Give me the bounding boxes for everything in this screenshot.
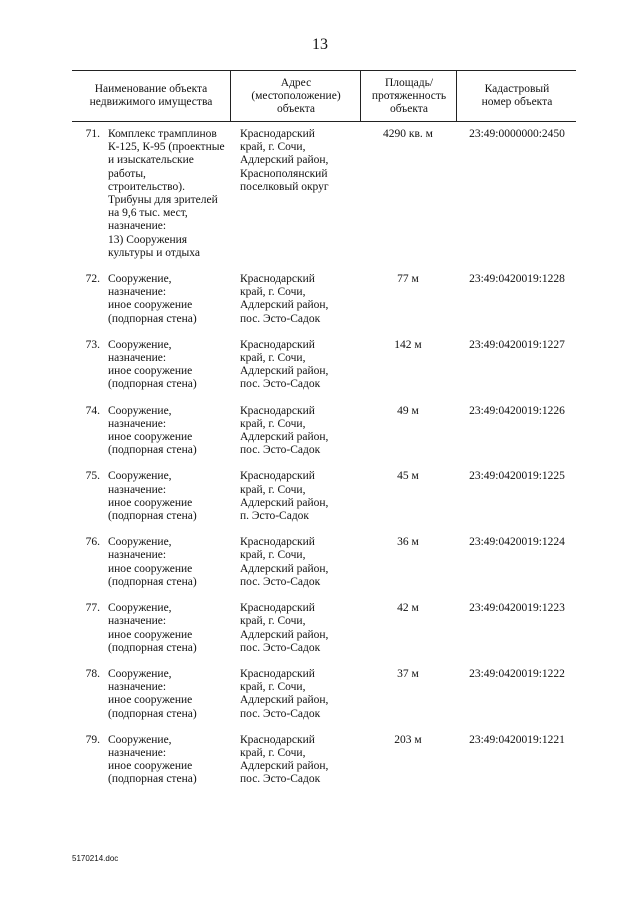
header-name-label: Наименование объекта недвижимого имущества <box>89 83 213 108</box>
object-area: 36 м <box>397 536 419 549</box>
cadastral-number: 23:49:0420019:1227 <box>469 338 565 351</box>
header-name <box>72 71 230 121</box>
object-address: Краснодарский край, г. Сочи, Адлерский район, п. Эсто-Садок <box>240 470 329 523</box>
object-area: 37 м <box>397 667 419 680</box>
row-number: 74. <box>85 404 100 417</box>
cadastral-number: 23:49:0000000:2450 <box>469 128 565 140</box>
object-address: Краснодарский край, г. Сочи, Адлерский район, пос. Эсто-Садок <box>240 602 329 654</box>
row-number: 72. <box>85 273 100 286</box>
table-row <box>72 339 576 392</box>
table-row <box>72 273 576 326</box>
cadastral-number: 23:49:0420019:1224 <box>469 536 565 549</box>
row-number: 73. <box>85 338 100 351</box>
footer-filename: 5170214.doc <box>72 854 119 863</box>
row-number: 71. <box>85 128 100 140</box>
object-name: Сооружение, назначение: иное сооружение (подпорная стена) <box>108 602 197 654</box>
header-area <box>360 71 457 121</box>
object-name: Сооружение, назначение: иное сооружение (подпорная стена) <box>108 733 197 786</box>
object-address: Краснодарский край, г. Сочи, Адлерский район, пос. Эсто-Садок <box>240 536 329 588</box>
table-row <box>72 405 576 458</box>
object-area: 42 м <box>397 602 419 615</box>
object-address: Краснодарский край, г. Сочи, Адлерский район, пос. Эсто-Садок <box>240 273 329 325</box>
table-header <box>72 70 576 122</box>
cadastral-number: 23:49:0420019:1225 <box>469 470 565 483</box>
header-cadastral-label: Кадастровый номер объекта <box>481 83 553 108</box>
object-area: 4290 кв. м <box>383 128 433 140</box>
header-cadastral <box>456 71 577 121</box>
object-address: Краснодарский край, г. Сочи, Адлерский район, пос. Эсто-Садок <box>240 404 329 457</box>
cadastral-number: 23:49:0420019:1223 <box>469 602 565 615</box>
row-number: 78. <box>85 667 100 680</box>
object-address: Краснодарский край, г. Сочи, Адлерский район, Краснополянский поселковый округ <box>240 128 329 193</box>
table-body <box>72 128 576 800</box>
object-name: Сооружение, назначение: иное сооружение (подпорная стена) <box>108 536 197 588</box>
object-name: Сооружение, назначение: иное сооружение (подпорная стена) <box>108 667 197 720</box>
object-area: 45 м <box>397 470 419 483</box>
object-area: 142 м <box>394 338 422 351</box>
object-area: 49 м <box>397 404 419 417</box>
object-name: Сооружение, назначение: иное сооружение (подпорная стена) <box>108 470 197 523</box>
object-name: Сооружение, назначение: иное сооружение (подпорная стена) <box>108 273 197 325</box>
object-address: Краснодарский край, г. Сочи, Адлерский район, пос. Эсто-Садок <box>240 338 329 391</box>
table-row <box>72 470 576 523</box>
cadastral-number: 23:49:0420019:1228 <box>469 273 565 286</box>
cadastral-number: 23:49:0420019:1226 <box>469 404 565 417</box>
object-area: 77 м <box>397 273 419 286</box>
table-row <box>72 668 576 721</box>
row-number: 77. <box>85 602 100 615</box>
object-name: Сооружение, назначение: иное сооружение (подпорная стена) <box>108 338 197 391</box>
header-address <box>230 71 361 121</box>
page-number: 13 <box>312 36 328 53</box>
header-address-label: Адрес (местоположение) объекта <box>251 76 341 115</box>
row-number: 76. <box>85 536 100 549</box>
object-name: Сооружение, назначение: иное сооружение (подпорная стена) <box>108 404 197 457</box>
table-row <box>72 734 576 787</box>
table-row <box>72 128 576 260</box>
object-address: Краснодарский край, г. Сочи, Адлерский район, пос. Эсто-Садок <box>240 733 329 786</box>
object-name: Комплекс трамплинов К-125, К-95 (проектные и изыскательские работы, строительство). Трибуны для зрителей на 9,6 тыс. мест, назначение: 13) Сооружения культуры и отдыха <box>108 128 225 259</box>
table-row <box>72 536 576 589</box>
table-row <box>72 602 576 655</box>
object-address: Краснодарский край, г. Сочи, Адлерский район, пос. Эсто-Садок <box>240 667 329 720</box>
header-area-label: Площадь/ протяженность объекта <box>371 76 447 115</box>
cadastral-number: 23:49:0420019:1222 <box>469 667 565 680</box>
row-number: 79. <box>85 733 100 746</box>
object-area: 203 м <box>394 733 422 746</box>
cadastral-number: 23:49:0420019:1221 <box>469 733 565 746</box>
row-number: 75. <box>85 470 100 483</box>
